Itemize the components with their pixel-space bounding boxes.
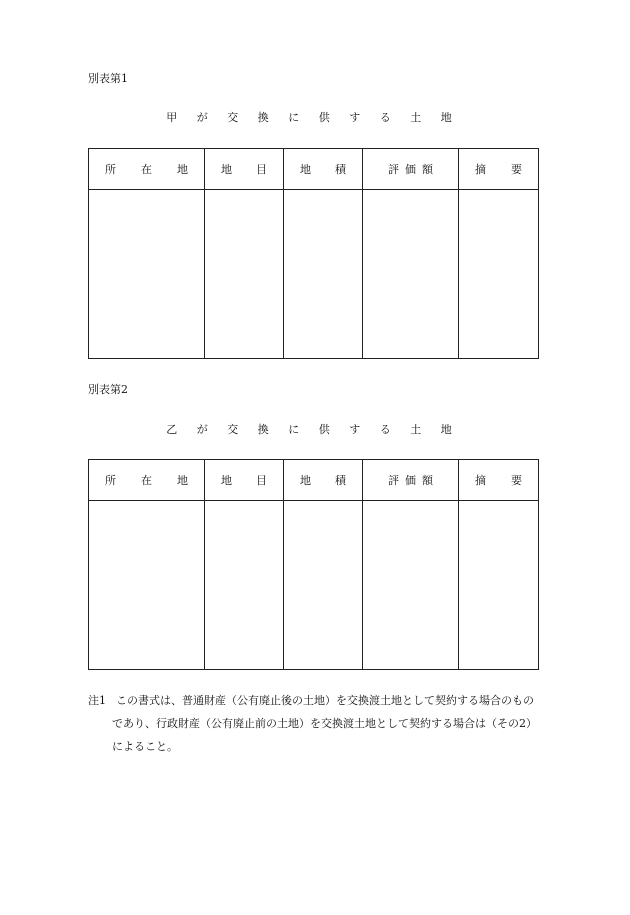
section-2-title: 乙 が 交 換 に 供 す る 土 地 [166, 423, 460, 436]
land-table-2 [88, 459, 539, 670]
header-char: 所 [105, 163, 116, 176]
header-char: 地 [300, 163, 311, 176]
note-line-2: であり、行政財産（公有廃止前の土地）を交換渡土地として契約する場合は（その2） [112, 717, 537, 730]
header-char: 価 [405, 163, 416, 176]
header-char: 目 [256, 163, 267, 176]
header-char: 地 [177, 474, 188, 487]
note-line-1 [88, 690, 534, 711]
header-char: 積 [335, 163, 346, 176]
header-area [284, 460, 363, 501]
cell-area [284, 190, 363, 359]
table-row [89, 501, 539, 670]
header-location [89, 149, 205, 190]
header-char: 摘 [475, 474, 486, 487]
table-header-row [89, 149, 539, 190]
header-char: 地 [300, 474, 311, 487]
cell-location [89, 190, 205, 359]
cell-remarks [459, 501, 539, 670]
section-1-label: 別表第1 [88, 72, 128, 85]
land-table-1 [88, 148, 539, 359]
header-char: 地 [221, 474, 232, 487]
cell-remarks [459, 190, 539, 359]
header-char: 地 [221, 163, 232, 176]
header-char: 在 [141, 163, 152, 176]
cell-land-category [205, 501, 284, 670]
header-location [89, 460, 205, 501]
header-area [284, 149, 363, 190]
header-char: 積 [335, 474, 346, 487]
cell-land-category [205, 190, 284, 359]
header-valuation [363, 460, 459, 501]
header-land-category [205, 149, 284, 190]
table-row [89, 190, 539, 359]
note-marker: 注1 [88, 694, 106, 707]
header-char: 額 [422, 474, 433, 487]
header-valuation [363, 149, 459, 190]
header-char: 要 [511, 474, 522, 487]
section-2-label: 別表第2 [88, 383, 128, 396]
cell-valuation [363, 190, 459, 359]
note-text-1: この書式は、普通財産（公有廃止後の土地）を交換渡土地として契約する場合のもの [116, 694, 534, 707]
header-char: 在 [141, 474, 152, 487]
cell-area [284, 501, 363, 670]
cell-valuation [363, 501, 459, 670]
header-land-category [205, 460, 284, 501]
note-line-3: によること。 [112, 740, 178, 753]
header-char: 所 [105, 474, 116, 487]
header-char: 額 [422, 163, 433, 176]
header-char: 地 [177, 163, 188, 176]
header-char: 摘 [475, 163, 486, 176]
section-1-title: 甲 が 交 換 に 供 す る 土 地 [166, 111, 460, 124]
header-char: 価 [405, 474, 416, 487]
header-char: 評 [388, 163, 399, 176]
table-header-row [89, 460, 539, 501]
header-char: 目 [256, 474, 267, 487]
header-remarks [459, 460, 539, 501]
header-char: 評 [388, 474, 399, 487]
header-char: 要 [511, 163, 522, 176]
header-remarks [459, 149, 539, 190]
cell-location [89, 501, 205, 670]
